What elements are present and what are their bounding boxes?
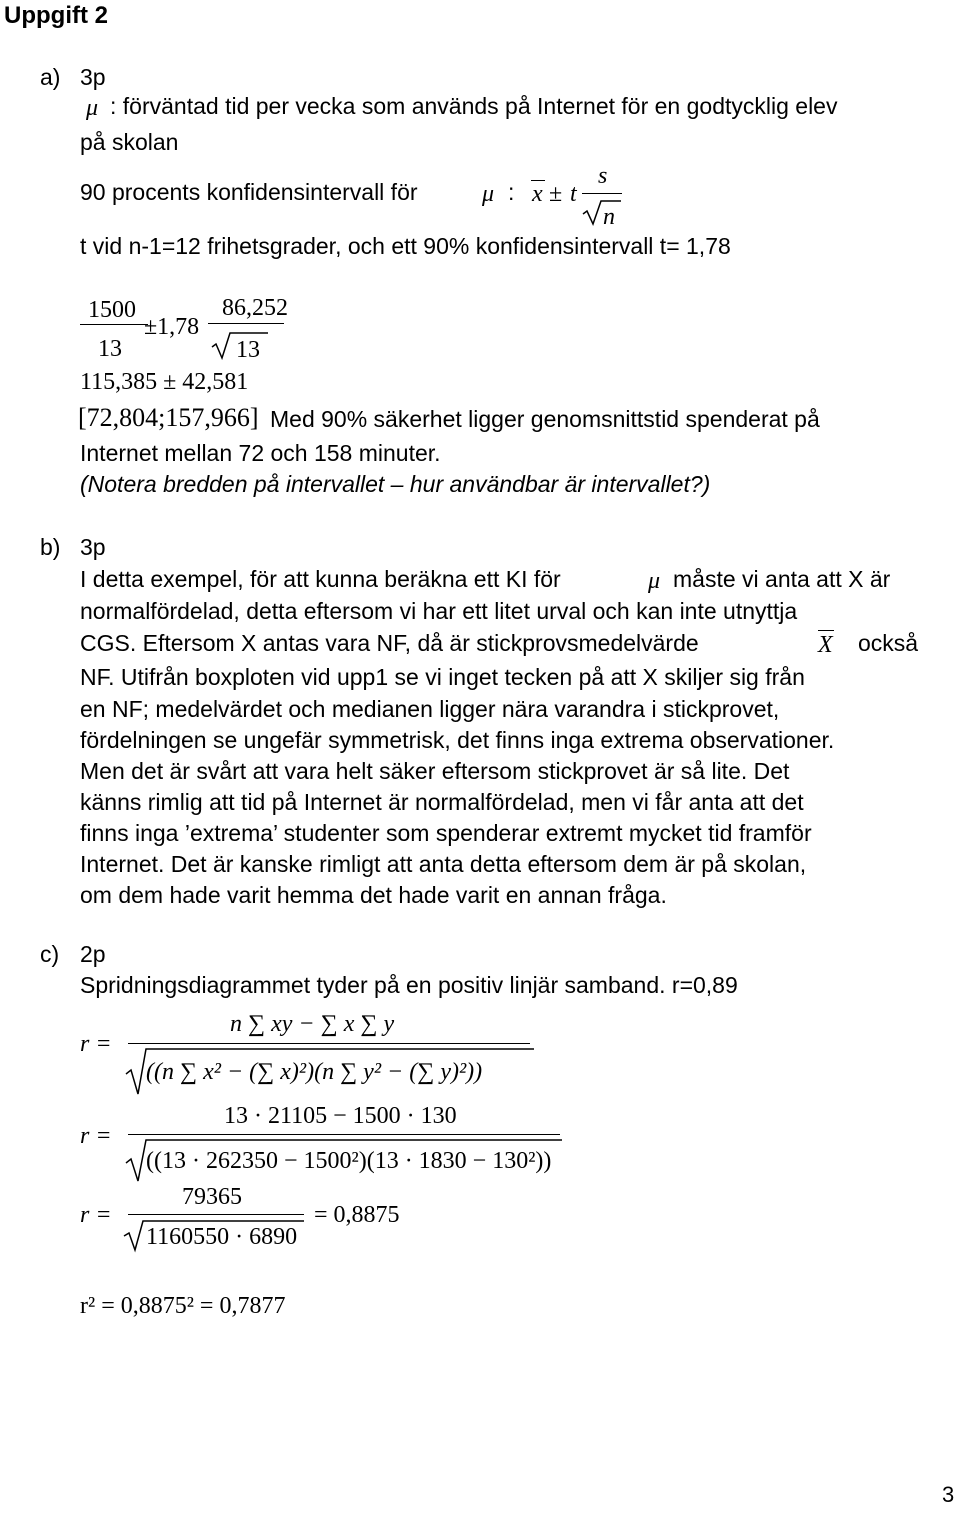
- f1-num: n ∑ xy − ∑ x ∑ y: [230, 1011, 395, 1037]
- f3-lhs: r =: [80, 1202, 112, 1228]
- part-a-label: a): [40, 64, 61, 90]
- part-b-points: 3p: [80, 534, 106, 560]
- formula-n: n: [603, 204, 615, 230]
- mu-symbol: μ: [86, 95, 99, 121]
- calc-num2: 86,252: [222, 295, 288, 321]
- calc-line2: 115,385 ± 42,581: [80, 369, 249, 395]
- calc-den2: 13: [236, 337, 260, 363]
- formula-s: s: [598, 163, 608, 189]
- f2-num: 13 · 21105 − 1500 · 130: [224, 1103, 457, 1129]
- b-line-8: känns rimlig att tid på Internet är normalfördelad, men vi får anta att det: [80, 789, 804, 815]
- b-line-5: en NF; medelvärdet och medianen ligger nära varandra i stickprovet,: [80, 696, 780, 722]
- f1-frac-line: [128, 1043, 530, 1044]
- f1-den: ((n ∑ x² − (∑ x)²)(n ∑ y² − (∑ y)²)): [146, 1059, 483, 1085]
- ci-mu: μ: [482, 181, 495, 207]
- b-line-7: Men det är svårt att vara helt säker eftersom stickprovet är så lite. Det: [80, 758, 790, 784]
- f4: r² = 0,8875² = 0,7877: [80, 1293, 286, 1319]
- f3-frac-line: [128, 1214, 304, 1215]
- calc-num1: 1500: [88, 297, 136, 323]
- f2-frac-line: [128, 1134, 560, 1135]
- page-number: 3: [942, 1482, 955, 1507]
- t-text: t vid n-1=12 frihetsgrader, och ett 90% konfidensintervall t= 1,78: [80, 233, 731, 259]
- page-title: Uppgift 2: [4, 2, 108, 29]
- b-line-3a: CGS. Eftersom X antas vara NF, då är stickprovsmedelvärde: [80, 630, 699, 656]
- b-line-9: finns inga ’extrema’ studenter som spenderar extremt mycket tid framför: [80, 820, 812, 846]
- interval-text: Med 90% säkerhet ligger genomsnittstid spenderat på: [270, 406, 820, 432]
- b-line-1a: I detta exempel, för att kunna beräkna ett KI för: [80, 566, 561, 592]
- part-c-points: 2p: [80, 941, 106, 967]
- b-line-6: fördelningen se ungefär symmetrisk, det finns inga extrema observationer.: [80, 727, 835, 753]
- formula-t: t: [570, 181, 577, 207]
- formula-frac-line: [582, 193, 622, 194]
- part-a-points: 3p: [80, 64, 106, 90]
- b-line-1b: måste vi anta att X är: [673, 566, 891, 592]
- b-line-3b: också: [858, 630, 919, 656]
- b-xbar: X: [818, 632, 833, 658]
- calc-interval: [72,804;157,966]: [78, 403, 259, 432]
- b-line-11: om dem hade varit hemma det hade varit en annan fråga.: [80, 882, 667, 908]
- formula-x: x: [532, 181, 543, 207]
- f3-num: 79365: [182, 1184, 242, 1210]
- calc-pm-t: ±1,78: [144, 314, 200, 340]
- c-intro: Spridningsdiagrammet tyder på en positiv linjär samband. r=0,89: [80, 972, 738, 998]
- f3-den: 1160550 · 6890: [146, 1224, 298, 1250]
- b-line-10: Internet. Det är kanske rimligt att anta detta eftersom dem är på skolan,: [80, 851, 807, 877]
- formula-pm: ±: [549, 181, 563, 207]
- b-mu-symbol: μ: [648, 568, 661, 594]
- note-text: (Notera bredden på intervallet – hur användbar är intervallet?): [80, 471, 711, 497]
- part-b-label: b): [40, 534, 61, 560]
- xbar-line: [531, 180, 545, 181]
- b-line-4: NF. Utifrån boxploten vid upp1 se vi inget tecken på att X skiljer sig från: [80, 664, 805, 690]
- ci-colon: :: [508, 179, 515, 205]
- mu-definition-cont: på skolan: [80, 129, 179, 155]
- interval-text-cont: Internet mellan 72 och 158 minuter.: [80, 440, 441, 466]
- f2-den: ((13 · 262350 − 1500²)(13 · 1830 − 130²)): [146, 1148, 552, 1174]
- f1-lhs: r =: [80, 1031, 112, 1057]
- part-c-label: c): [40, 941, 60, 967]
- f3-result: = 0,8875: [314, 1202, 400, 1228]
- b-line-2: normalfördelad, detta eftersom vi har ett litet urval och kan inte utnyttja: [80, 598, 798, 624]
- f2-lhs: r =: [80, 1123, 112, 1149]
- calc-frac2-line: [208, 323, 284, 324]
- calc-frac1-line: [80, 324, 148, 325]
- ci-text: 90 procents konfidensintervall för: [80, 179, 418, 205]
- mu-definition: : förväntad tid per vecka som används på Internet för en godtycklig elev: [110, 93, 838, 119]
- calc-den1: 13: [98, 336, 122, 362]
